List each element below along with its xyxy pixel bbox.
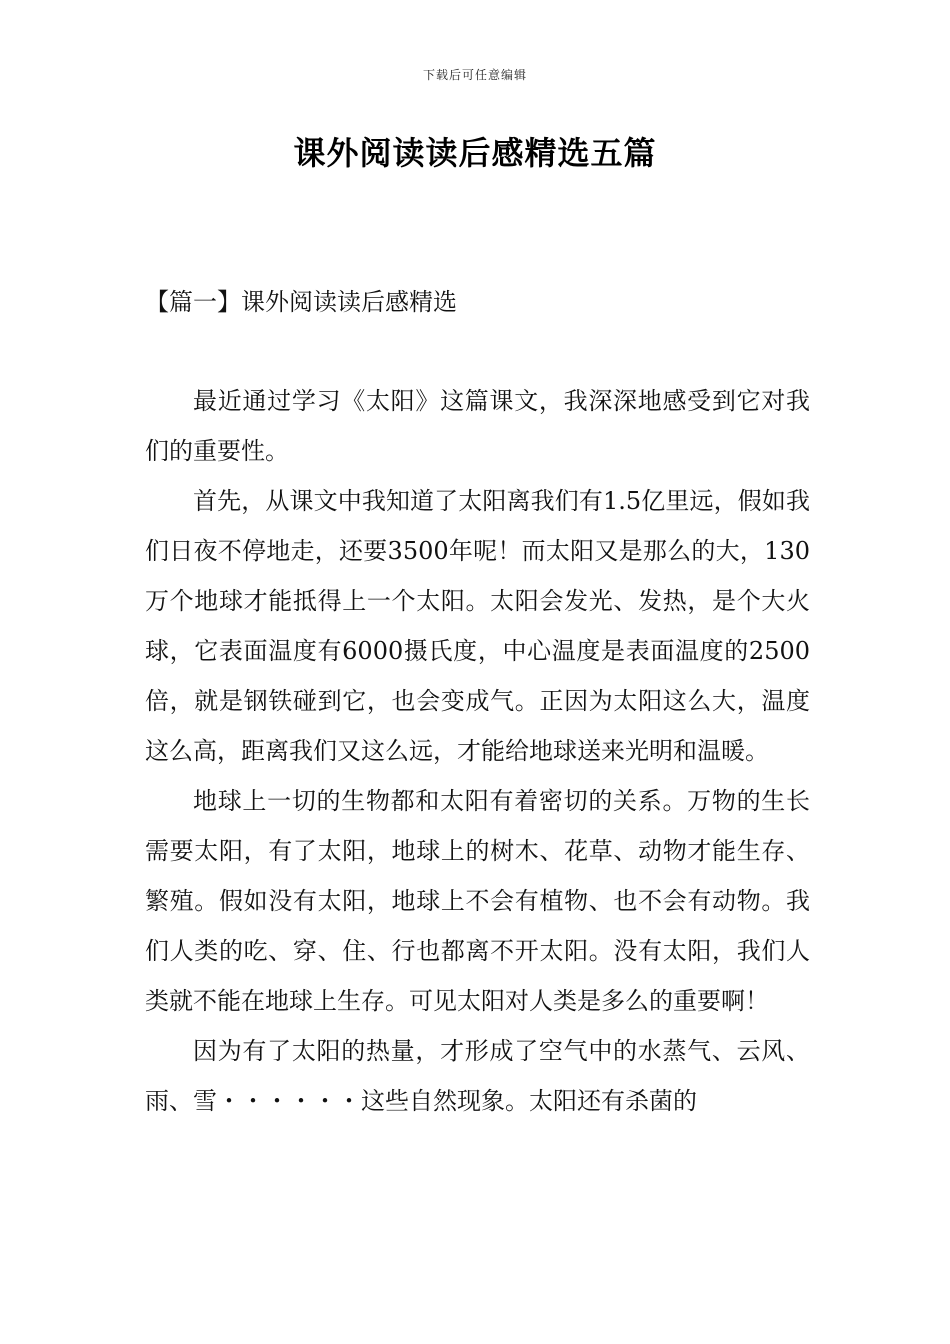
header-note: 下载后可任意编辑 [422, 68, 527, 82]
document-title: 课外阅读读后感精选五篇 [293, 134, 657, 172]
paragraph-1: 最近通过学习《太阳》这篇课文，我深深地感受到它对我们的重要性。 [145, 387, 810, 465]
body-text [145, 376, 810, 1126]
paragraph-2: 首先，从课文中我知道了太阳离我们有1.5亿里远，假如我们日夜不停地走，还要3500年呢！而太阳又是那么的大，130万个地球才能抵得上一个太阳。太阳会发光、发热，是个大火球，它表面温度有6000摄氏度，中心温度是表面温度的2500倍，就是钢铁碰到它，也会变成气。正因为太阳这么大，温度这么高，距离我们又这么远，才能给地球送来光明和温暖。 [145, 487, 810, 765]
section-heading: 【篇一】课外阅读读后感精选 [145, 288, 457, 316]
paragraph-3: 地球上一切的生物都和太阳有着密切的关系。万物的生长需要太阳，有了太阳，地球上的树木、花草、动物才能生存、繁殖。假如没有太阳，地球上不会有植物、也不会有动物。我们人类的吃、穿、住、行也都离不开太阳。没有太阳，我们人类就不能在地球上生存。可见太阳对人类是多么的重要啊！ [145, 787, 810, 1015]
paragraph-4: 因为有了太阳的热量，才形成了空气中的水蒸气、云风、雨、雪・・・・・・这些自然现象。太阳还有杀菌的 [145, 1037, 810, 1115]
